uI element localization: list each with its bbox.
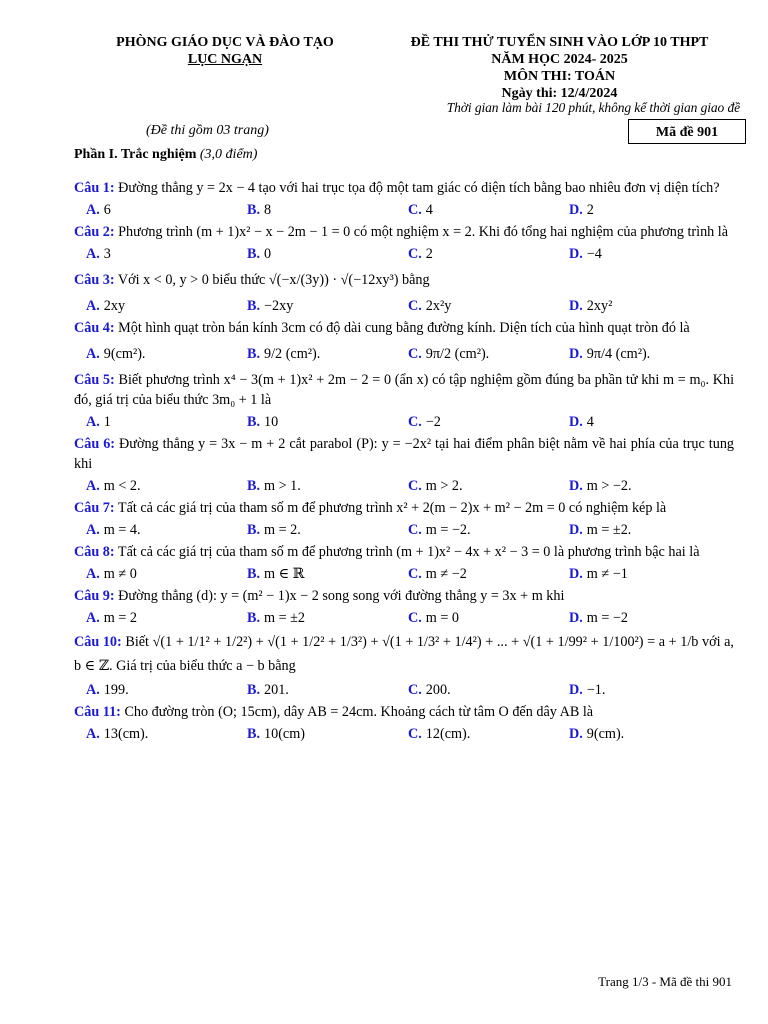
question-text: Phương trình (m + 1)x² − x − 2m − 1 = 0 có một nghiệm x = 2. Khi đó tổng hai nghiệm của phương trình là [118,224,729,240]
question-label: Câu 9: [74,588,115,604]
option-a: A. 9(cm²). [86,346,146,362]
question-label: Câu 6: [74,436,116,452]
option-c: C. 9π/2 (cm²). [408,346,490,362]
exam-date: Ngày thi: 12/4/2024 [501,86,618,101]
option-b: B. m ∈ ℝ [247,566,305,582]
question-text: Biết phương trình x⁴ − 3(m + 1)x² + 2m − 2 = 0 (ẩn x) có tập nghiệm gồm đúng ba phần tử khi m = m₀. Khi đó, giá trị của biểu thức 3m₀ + 1 là [74,372,735,408]
option-d: D. m = −2 [569,610,629,626]
question [74,370,734,432]
district-name: LỤC NGẠN [187,52,263,67]
question-label: Câu 5: [74,372,115,388]
option-c: C. −2 [408,414,441,430]
option-d: D. 4 [569,414,594,430]
option-c: C. 2x²y [408,298,452,314]
option-d: D. m ≠ −1 [569,566,628,582]
pages-note: (Đề thi gồm 03 trang) [146,123,269,138]
option-d: D. m = ±2. [569,522,632,538]
option-d: D. −4 [569,246,602,262]
question-text: Đường thẳng y = 2x − 4 tạo với hai trục tọa độ một tam giác có diện tích bằng bao nhiêu đơn vị diện tích? [118,180,720,196]
question-text: Cho đường tròn (O; 15cm), dây AB = 24cm. Khoảng cách từ tâm O đến dây AB là [124,704,594,720]
part-points: (3,0 điểm) [199,147,258,162]
question-text: Một hình quạt tròn bán kính 3cm có độ dài cung bằng đường kính. Diện tích của hình quạt tròn đó là [118,320,690,336]
option-b: B. 10(cm) [247,726,305,742]
option-b: B. 8 [247,202,272,218]
question [74,318,734,368]
question [74,266,734,316]
question-text: Tất cả các giá trị của tham số m để phương trình x² + 2(m − 2)x + m² − 2m = 0 có nghiệm kép là [117,500,667,516]
question-label: Câu 4: [74,320,115,336]
question [74,702,734,744]
option-b: B. −2xy [247,298,294,314]
option-a: A. m ≠ 0 [86,566,137,582]
question [74,222,734,264]
exam-code-box: Mã đề 901 [628,119,746,144]
part-title [74,147,257,163]
option-b: B. 0 [247,246,272,262]
school-header [80,34,370,68]
question [74,498,734,540]
question-label: Câu 10: [74,634,122,650]
option-b: B. m > 1. [247,478,301,494]
department-name: PHÒNG GIÁO DỤC VÀ ĐÀO TẠO [116,35,334,50]
time-note: Thời gian làm bài 120 phút, không kể thời gian giao đề [446,100,740,115]
school-year: NĂM HỌC 2024- 2025 [491,52,628,67]
question-label: Câu 8: [74,544,115,560]
subject: MÔN THI: TOÁN [503,69,616,84]
option-c: C. m ≠ −2 [408,566,467,582]
option-c: C. m > 2. [408,478,463,494]
part-name: Phần I. Trắc nghiệm [74,147,197,162]
option-c: C. m = 0 [408,610,460,626]
option-a: A. 199. [86,682,129,698]
option-a: A. 13(cm). [86,726,149,742]
question-text: Tất cả các giá trị của tham số m để phương trình (m + 1)x² − 4x + x² − 3 = 0 là phương trình bậc hai là [117,544,700,560]
question-text: Đường thẳng y = 3x − m + 2 cắt parabol (P): y = −2x² tại hai điểm phân biệt nằm về hai phía của trục tung khi [74,436,735,472]
question [74,542,734,584]
question-label: Câu 11: [74,704,121,720]
page-footer: Trang 1/3 - Mã đề thi 901 [598,974,732,989]
option-a: A. 2xy [86,298,126,314]
question [74,178,734,220]
option-c: C. 2 [408,246,433,262]
exam-title: ĐỀ THI THỬ TUYỂN SINH VÀO LỚP 10 THPT [410,35,709,50]
option-a: A. m = 4. [86,522,141,538]
option-a: A. m < 2. [86,478,141,494]
exam-header [372,34,747,102]
option-c: C. 12(cm). [408,726,471,742]
question [74,434,734,496]
option-a: A. 3 [86,246,111,262]
option-d: D. 2xy² [569,298,613,314]
option-b: B. 201. [247,682,289,698]
option-b: B. 10 [247,414,279,430]
option-c: C. m = −2. [408,522,471,538]
question-label: Câu 3: [74,272,115,288]
question-text: Biết √(1 + 1/1² + 1/2²) + √(1 + 1/2² + 1/3²) + √(1 + 1/3² + 1/4²) + ... + √(1 + 1/99² + 1/100²) = a + 1/b với a, b ∈ ℤ. Giá trị của biểu thức a − b bằng [74,634,734,674]
option-a: A. 1 [86,414,111,430]
option-d: D. m > −2. [569,478,632,494]
option-a: A. 6 [86,202,111,218]
question [74,630,734,700]
option-d: D. −1. [569,682,606,698]
question-text: Với x < 0, y > 0 biểu thức √(−x/(3y)) · √(−12xy³) bằng [117,272,430,288]
option-d: D. 9(cm). [569,726,625,742]
question-list [74,178,734,746]
option-b: B. m = ±2 [247,610,306,626]
option-c: C. 200. [408,682,451,698]
option-d: D. 2 [569,202,594,218]
option-a: A. m = 2 [86,610,138,626]
question-label: Câu 2: [74,224,115,240]
question-text: Đường thẳng (d): y = (m² − 1)x − 2 song song với đường thẳng y = 3x + m khi [118,588,565,604]
option-b: B. 9/2 (cm²). [247,346,321,362]
question [74,586,734,628]
option-c: C. 4 [408,202,433,218]
question-label: Câu 1: [74,180,115,196]
option-d: D. 9π/4 (cm²). [569,346,651,362]
question-label: Câu 7: [74,500,115,516]
option-b: B. m = 2. [247,522,301,538]
